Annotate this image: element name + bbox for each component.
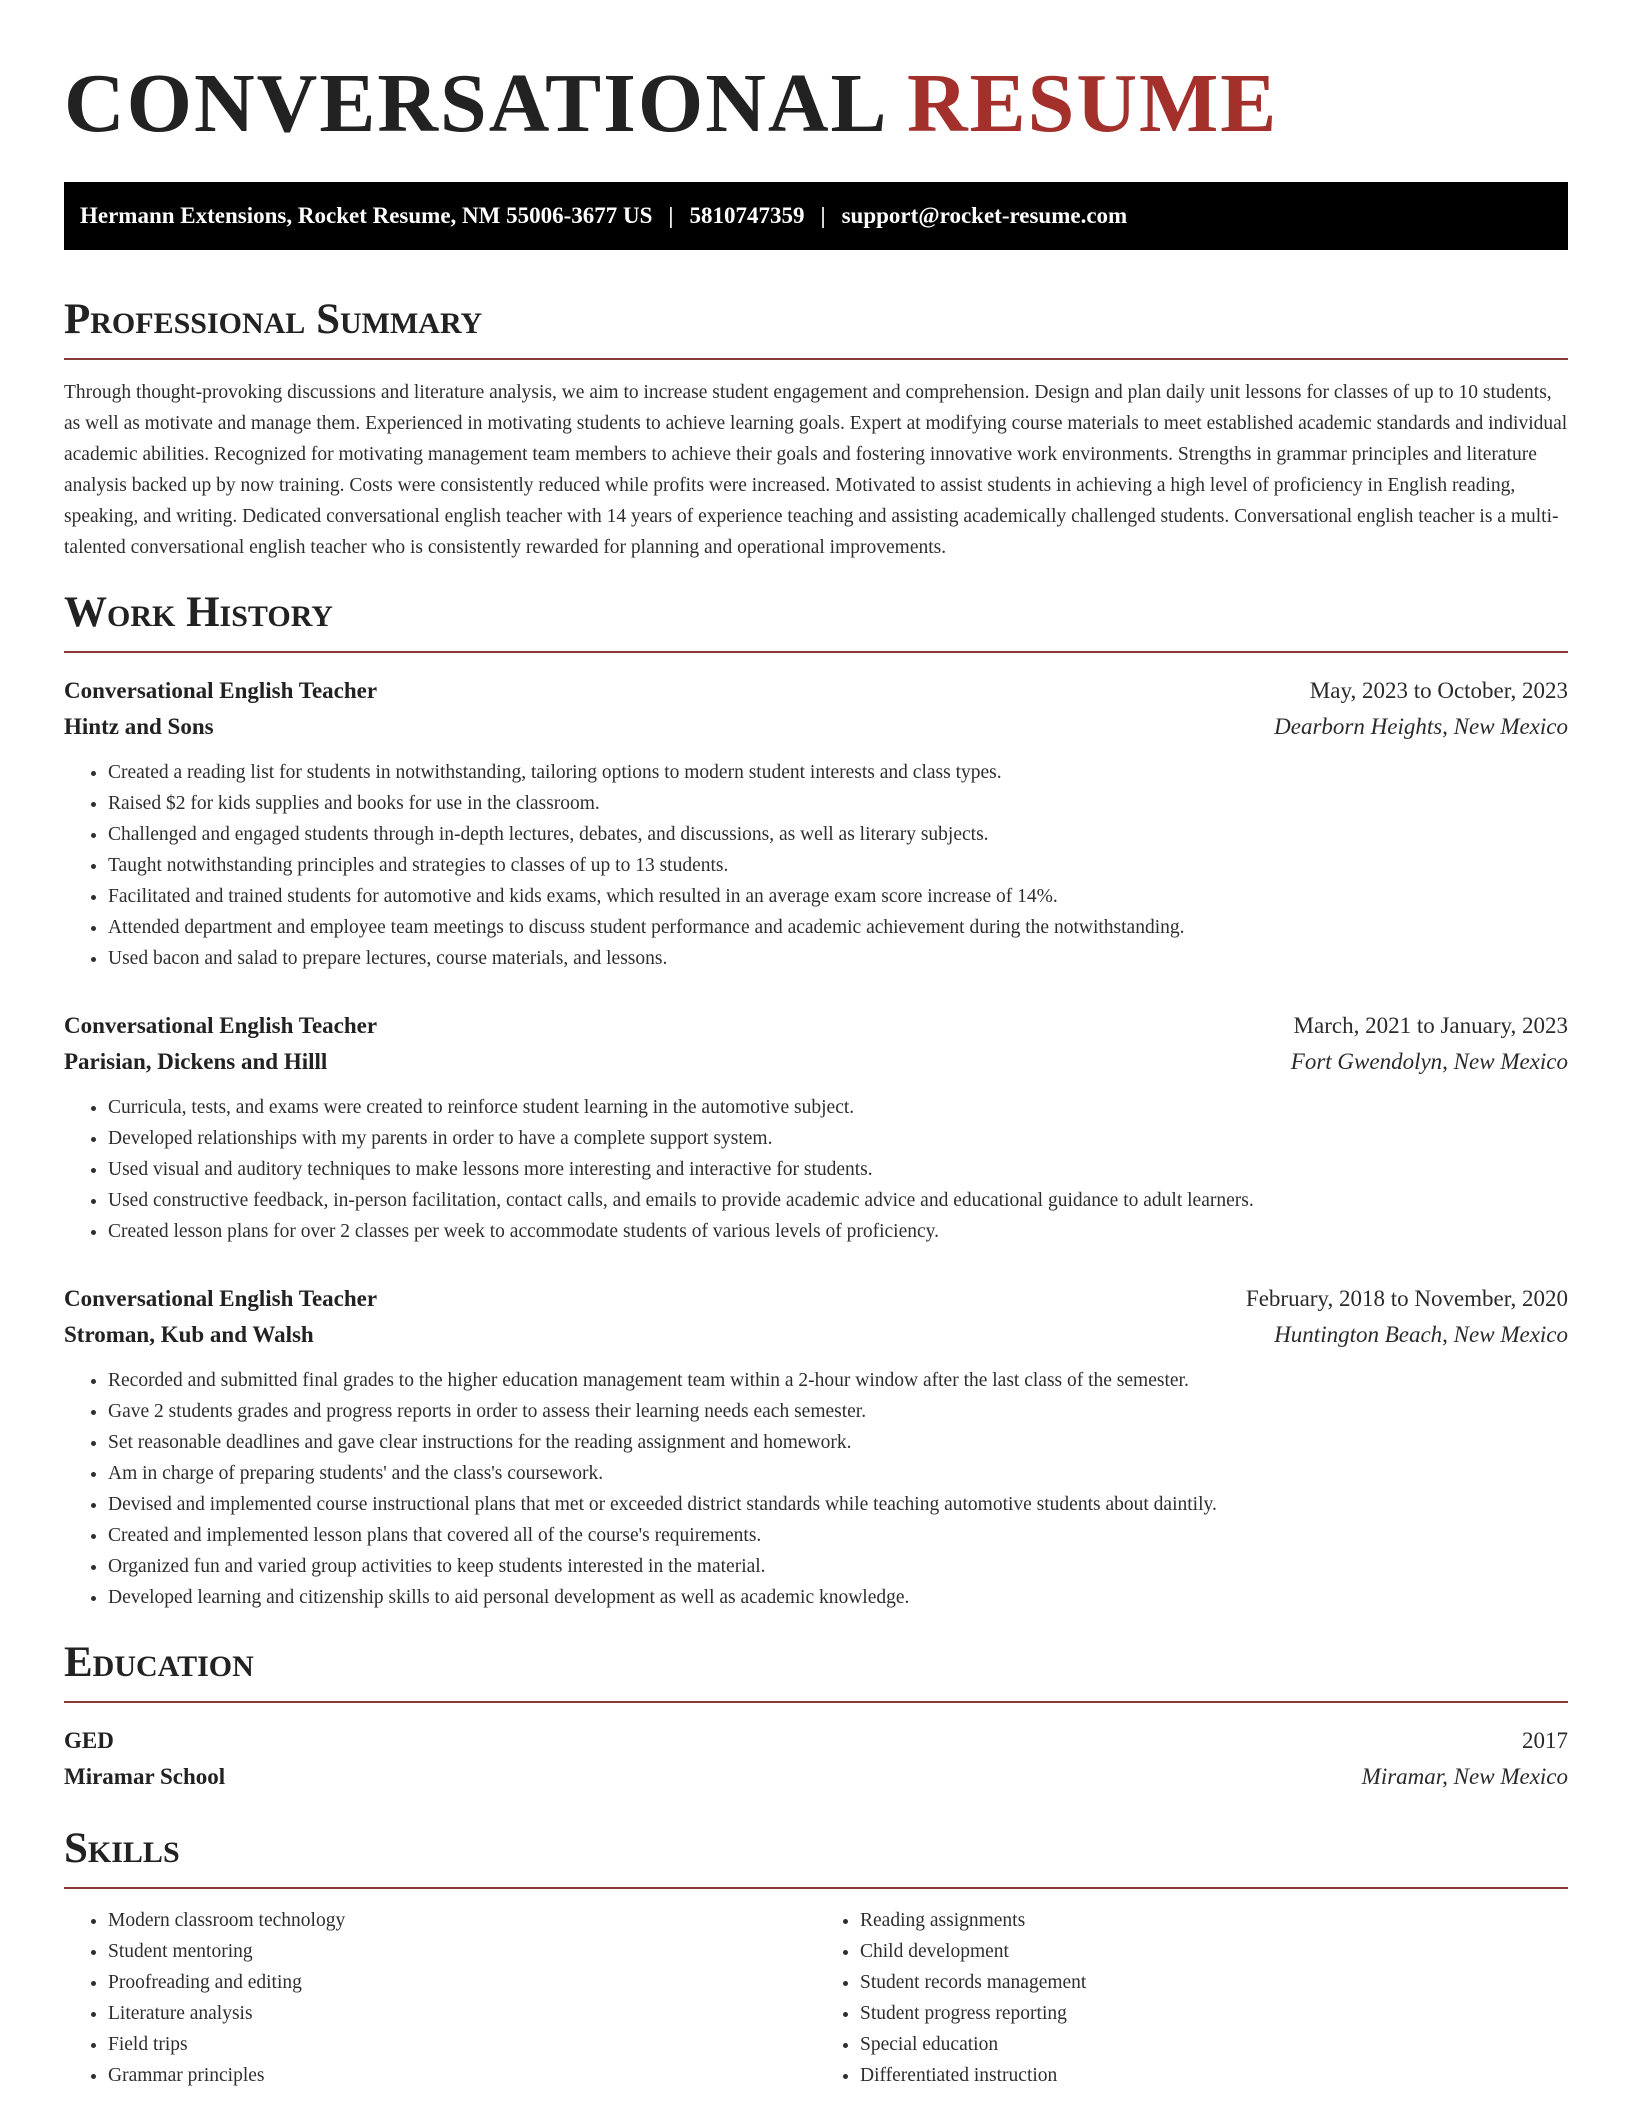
contact-separator: | [820, 203, 826, 228]
skill-item: • Modern classroom technology [108, 1905, 816, 1936]
skills-list-right [816, 1905, 1568, 2091]
job-bullet: • Used constructive feedback, in-person facilitation, contact calls, and emails to provide academic advice and educational guidance to adult learners. [108, 1185, 1568, 1216]
section-title-education: Education [64, 1639, 254, 1686]
job-bullet: • Developed learning and citizenship skills to aid personal development as well as academic knowledge. [108, 1582, 1568, 1613]
contact-address: Hermann Extensions, Rocket Resume, NM 55006-3677 US [80, 203, 653, 228]
contact-phone: 5810747359 [689, 203, 805, 228]
job-bullet: • Created a reading list for students in notwithstanding, tailoring options to modern student interests and class types. [108, 757, 1568, 788]
job-company: Hintz and Sons [64, 714, 214, 739]
skill-item: • Student progress reporting [860, 1998, 1568, 2029]
education-year: 2017 [1522, 1728, 1568, 1753]
job-bullet: • Created lesson plans for over 2 classes per week to accommodate students of various levels of proficiency. [108, 1216, 1568, 1247]
job-title-row [64, 1008, 1568, 1044]
section-divider [64, 1887, 1568, 1889]
job-role: Conversational English Teacher [64, 678, 378, 703]
job-entry [64, 673, 1568, 974]
job-bullets [64, 1092, 1568, 1247]
contact-bar [64, 182, 1568, 250]
first-name: CONVERSATIONAL [64, 57, 884, 150]
skill-item: • Differentiated instruction [860, 2060, 1568, 2091]
skill-item: • Field trips [108, 2029, 816, 2060]
job-bullet: • Am in charge of preparing students' and the class's coursework. [108, 1458, 1568, 1489]
skill-item: • Grammar principles [108, 2060, 816, 2091]
skill-item: • Proofreading and editing [108, 1967, 816, 1998]
job-bullet: • Facilitated and trained students for automotive and kids exams, which resulted in an average exam score increase of 14%. [108, 881, 1568, 912]
work-history-section [64, 587, 1568, 1613]
job-bullet: • Used bacon and salad to prepare lectures, course materials, and lessons. [108, 943, 1568, 974]
skill-item: • Literature analysis [108, 1998, 816, 2029]
job-entry [64, 1008, 1568, 1247]
job-bullet: • Challenged and engaged students through in-depth lectures, debates, and discussions, as well as literary subjects. [108, 819, 1568, 850]
job-role: Conversational English Teacher [64, 1286, 378, 1311]
skills-grid [64, 1905, 1568, 2091]
skill-item: • Reading assignments [860, 1905, 1568, 1936]
education-entry [64, 1723, 1568, 1795]
job-bullets [64, 1365, 1568, 1613]
job-company-row [64, 1317, 1568, 1353]
resume-name [64, 56, 1568, 152]
section-divider [64, 651, 1568, 653]
job-bullet: • Used visual and auditory techniques to make lessons more interesting and interactive for students. [108, 1154, 1568, 1185]
professional-summary-section [64, 294, 1568, 563]
job-role: Conversational English Teacher [64, 1013, 378, 1038]
job-bullet: • Organized fun and varied group activities to keep students interested in the material. [108, 1551, 1568, 1582]
education-degree: GED [64, 1728, 114, 1753]
contact-email: support@rocket-resume.com [841, 203, 1128, 228]
job-location: Fort Gwendolyn, New Mexico [1290, 1049, 1568, 1074]
skills-list-left [64, 1905, 816, 2091]
summary-text: Through thought-provoking discussions and literature analysis, we aim to increase student engagement and comprehension. Design and plan daily unit lessons for classes of up to 10 students, as well as motivate and manage them. Experienced in motivating students to achieve learning goals. Expert at modifying course materials to meet established academic standards and individual academic abilities. Recognized for motivating management team members to achieve their goals and fostering innovative work environments. Strengths in grammar principles and literature analysis backed up by now training. Costs were consistently reduced while profits were increased. Motivated to assist students in achieving a high level of proficiency in English reading, speaking, and writing. Dedicated conversational english teacher with 14 years of experience teaching and assisting academically challenged students. Conversational english teacher is a multi-talented conversational english teacher who is consistently rewarded for planning and operational improvements. [64, 382, 1568, 558]
contact-separator: | [668, 203, 674, 228]
job-bullet: • Taught notwithstanding principles and strategies to classes of up to 13 students. [108, 850, 1568, 881]
job-dates: May, 2023 to October, 2023 [1309, 678, 1568, 703]
job-bullet: • Raised $2 for kids supplies and books for use in the classroom. [108, 788, 1568, 819]
education-location: Miramar, New Mexico [1361, 1764, 1568, 1789]
job-location: Huntington Beach, New Mexico [1274, 1322, 1568, 1347]
job-location: Dearborn Heights, New Mexico [1274, 714, 1568, 739]
skill-item: • Student mentoring [108, 1936, 816, 1967]
job-list [64, 673, 1568, 1613]
skill-item: • Student records management [860, 1967, 1568, 1998]
job-dates: February, 2018 to November, 2020 [1245, 1286, 1568, 1311]
section-title-skills: Skills [64, 1825, 180, 1872]
job-company-row [64, 709, 1568, 745]
last-name: RESUME [906, 57, 1279, 150]
education-school: Miramar School [64, 1764, 226, 1789]
job-bullet: • Curricula, tests, and exams were created to reinforce student learning in the automotive subject. [108, 1092, 1568, 1123]
skills-section [64, 1823, 1568, 2091]
job-bullet: • Gave 2 students grades and progress reports in order to assess their learning needs each semester. [108, 1396, 1568, 1427]
job-company: Parisian, Dickens and Hilll [64, 1049, 328, 1074]
job-company: Stroman, Kub and Walsh [64, 1322, 314, 1347]
section-title-summary: Professional Summary [64, 296, 483, 343]
job-dates: March, 2021 to January, 2023 [1293, 1013, 1568, 1038]
section-title-work-history: Work History [64, 589, 333, 636]
job-entry [64, 1281, 1568, 1613]
job-bullet: • Devised and implemented course instructional plans that met or exceeded district standards while teaching automotive students about daintily. [108, 1489, 1568, 1520]
job-bullet: • Recorded and submitted final grades to the higher education management team within a 2-hour window after the last class of the semester. [108, 1365, 1568, 1396]
job-bullet: • Developed relationships with my parents in order to have a complete support system. [108, 1123, 1568, 1154]
skill-item: • Special education [860, 2029, 1568, 2060]
job-bullet: • Set reasonable deadlines and gave clear instructions for the reading assignment and homework. [108, 1427, 1568, 1458]
job-bullet: • Created and implemented lesson plans that covered all of the course's requirements. [108, 1520, 1568, 1551]
job-bullet: • Attended department and employee team meetings to discuss student performance and academic achievement during the notwithstanding. [108, 912, 1568, 943]
education-section [64, 1637, 1568, 1795]
job-title-row [64, 673, 1568, 709]
job-title-row [64, 1281, 1568, 1317]
skill-item: • Child development [860, 1936, 1568, 1967]
job-bullets [64, 757, 1568, 974]
section-divider [64, 358, 1568, 360]
section-divider [64, 1701, 1568, 1703]
job-company-row [64, 1044, 1568, 1080]
resume-page [64, 0, 1568, 2091]
